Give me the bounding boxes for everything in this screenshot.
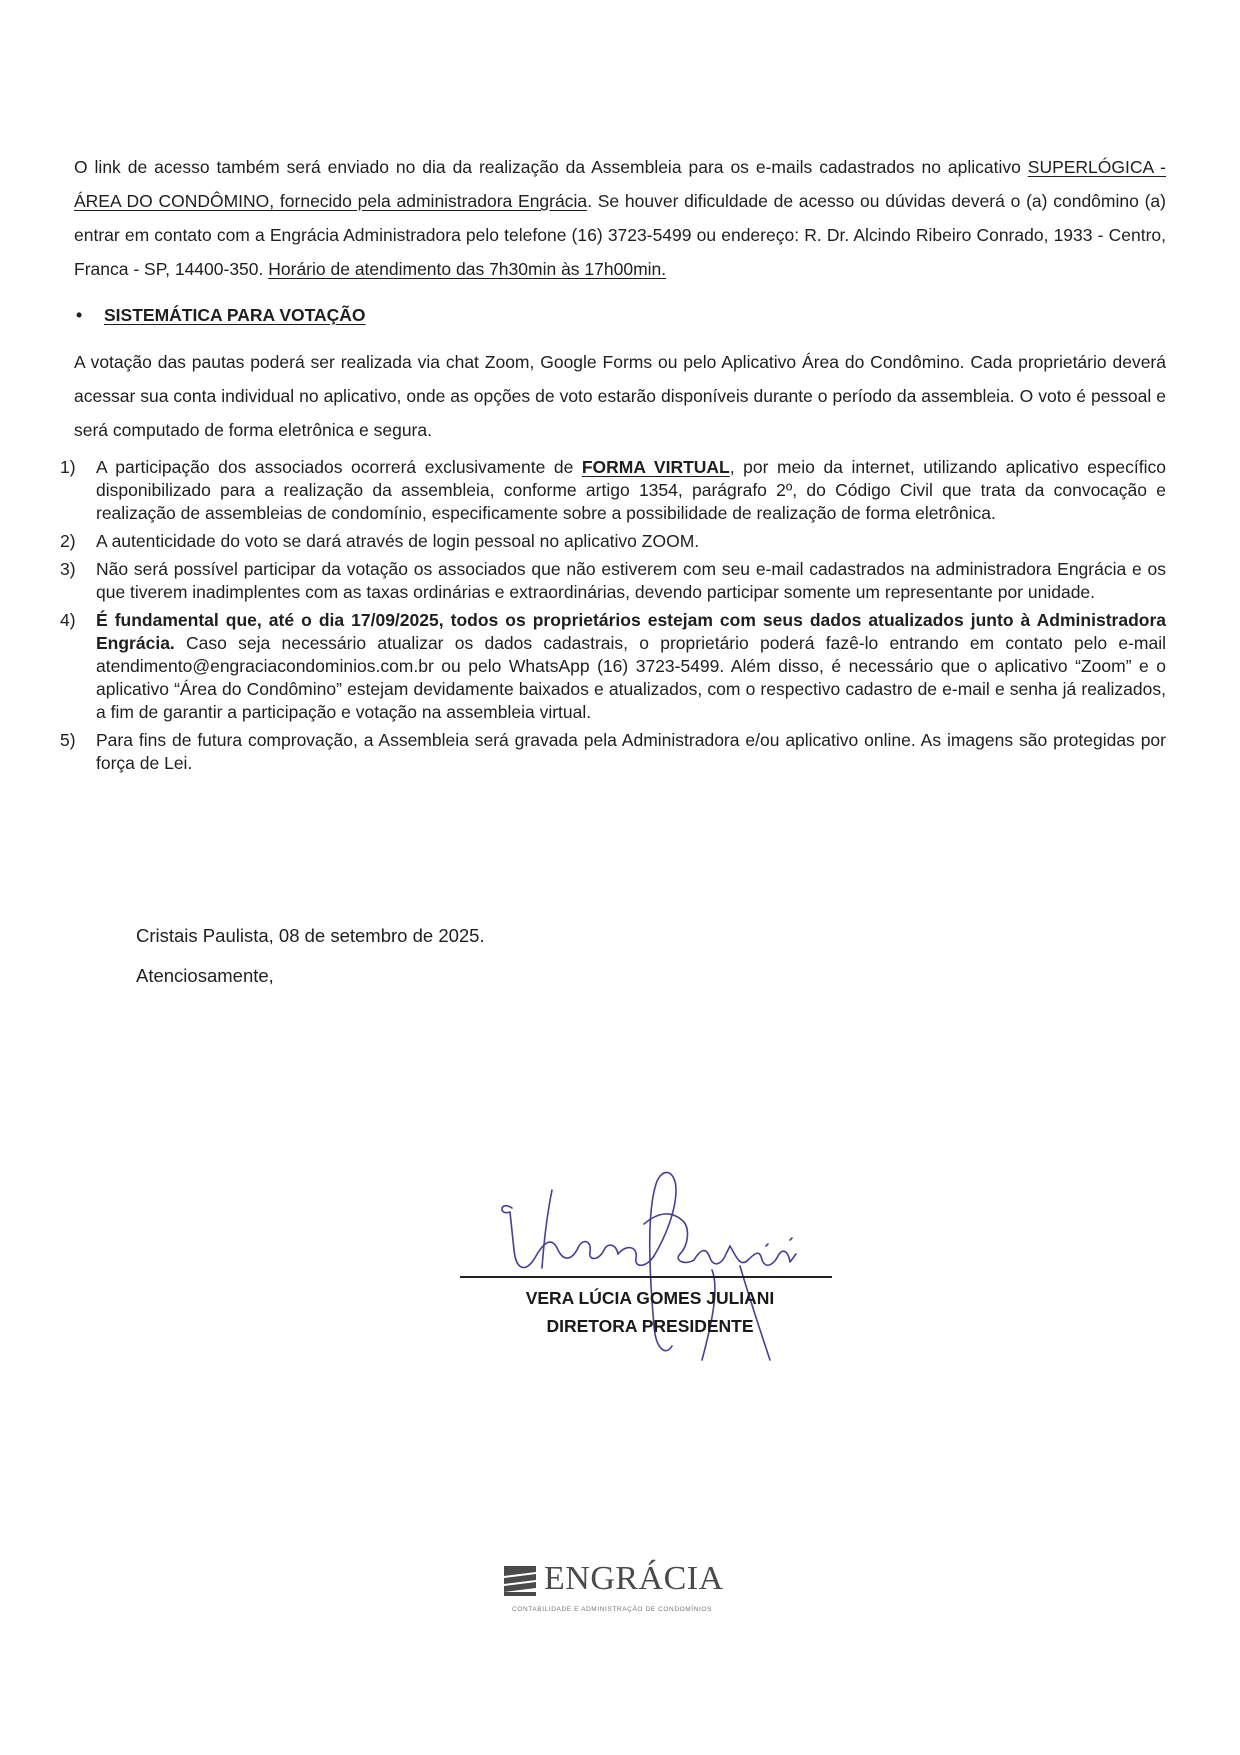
item-number: 2) xyxy=(60,531,76,551)
list-item xyxy=(60,530,1166,553)
item-number: 3) xyxy=(60,559,76,579)
item-4-text: Caso seja necessário atualizar os dados cadastrais, o proprietário poderá fazê-lo entrando em contato pelo e-mail atendimento@engraciacondominios.com.br ou pelo WhatsApp (16) 3723-5499. Além disso, é necessário que o aplicativo “Zoom” e o aplicativo “Área do Condômino” estejam devidamente baixados e atualizados, com o respectivo cadastro de e-mail e senha já realizados, a fim de garantir a participação e votação na assembleia virtual. xyxy=(96,633,1166,722)
engracia-logo-icon xyxy=(502,1564,538,1598)
item-2-text: A autenticidade do voto se dará através de login pessoal no aplicativo ZOOM. xyxy=(96,531,700,551)
item-3-text: Não será possível participar da votação os associados que não estiverem com seu e-mail cadastrados na administradora Engrácia e os que tiverem inadimplentes com as taxas ordinárias e extraordinárias, devendo participar somente um representante por unidade. xyxy=(96,559,1166,602)
office-hours: Horário de atendimento das 7h30min às 17h00min. xyxy=(268,259,667,279)
item-1-text-a: A participação dos associados ocorrerá exclusivamente de xyxy=(96,457,582,477)
rules-list xyxy=(60,456,1166,780)
voting-section-title: SISTEMÁTICA PARA VOTAÇÃO xyxy=(104,305,366,325)
item-number: 1) xyxy=(60,457,76,477)
engracia-logo-wordmark: ENGRÁCIA xyxy=(544,1560,724,1597)
access-link-text-b: . Se houver dificuldade de acesso ou dúvidas deverá o (a) condômino (a) entrar em contato com a Engrácia Administradora pelo telefone (16) 3723-5499 ou endereço: R. Dr. Alcindo Ribeiro Conrado, 1933 - Centro, Franca - SP, 14400-350. xyxy=(74,191,1166,279)
access-link-paragraph xyxy=(74,150,1166,286)
closing-regards: Atenciosamente, xyxy=(136,965,274,986)
handwritten-signature xyxy=(440,1150,860,1370)
list-item xyxy=(60,558,1166,604)
virtual-form-emphasis: FORMA VIRTUAL xyxy=(581,457,730,477)
list-item xyxy=(60,456,1166,525)
item-1-text-b: , por meio da internet, utilizando aplicativo específico disponibilizado para a realização da assembleia, conforme artigo 1354, parágrafo 2º, do Código Civil que trata da convocação e realização de assembleias de condomínio, especificamente sobre a possibilidade de realização de forma eletrônica. xyxy=(96,457,1166,523)
item-5-text: Para fins de futura comprovação, a Assembleia será gravada pela Administradora e/ou aplicativo online. As imagens são protegidas por força de Lei. xyxy=(96,730,1166,773)
signature-line xyxy=(460,1276,832,1278)
place-and-date: Cristais Paulista, 08 de setembro de 2025. xyxy=(136,925,485,946)
signature-block xyxy=(440,1150,860,1370)
superlogica-app-reference: SUPERLÓGICA - ÁREA DO CONDÔMINO, fornecido pela administradora Engrácia xyxy=(74,157,1166,211)
access-link-text-a: O link de acesso também será enviado no dia da realização da Assembleia para os e-mails cadastrados no aplicativo xyxy=(74,157,1028,177)
bullet-icon: • xyxy=(76,305,83,325)
signatory-role: DIRETORA PRESIDENTE xyxy=(546,1316,754,1336)
engracia-logo-tagline: CONTABILIDADE E ADMINISTRAÇÃO DE CONDOMÍNIOS xyxy=(512,1606,712,1613)
voting-section-text: A votação das pautas poderá ser realizada via chat Zoom, Google Forms ou pelo Aplicativo Área do Condômino. Cada proprietário deverá acessar sua conta individual no aplicativo, onde as opções de voto estarão disponíveis durante o período da assembleia. O voto é pessoal e será computado de forma eletrônica e segura. xyxy=(74,352,1166,440)
signatory-name: VERA LÚCIA GOMES JULIANI xyxy=(525,1288,775,1308)
item-4-bold-text: É fundamental que, até o dia 17/09/2025, todos os proprietários estejam com seus dados atualizados junto à Administradora Engrácia. xyxy=(96,610,1166,653)
item-number: 4) xyxy=(60,610,76,630)
list-item xyxy=(60,729,1166,775)
voting-section-heading xyxy=(74,305,366,326)
list-item xyxy=(60,609,1166,724)
engracia-logo xyxy=(502,1560,722,1620)
item-number: 5) xyxy=(60,730,76,750)
